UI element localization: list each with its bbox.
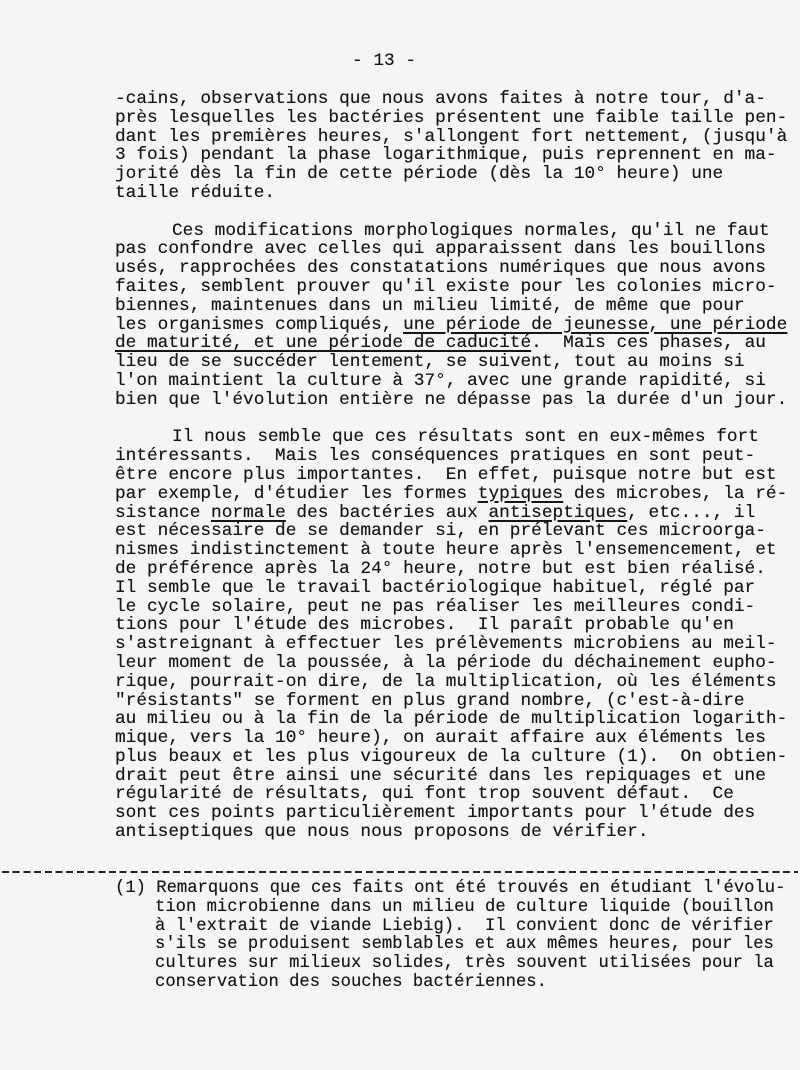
footnote <box>115 880 795 993</box>
text-segment: les organismes compliqués, <box>115 314 404 335</box>
text-segment: plus beaux et les plus vigoureux de la culture (1). On obtien- <box>115 746 788 767</box>
text-line <box>115 560 795 579</box>
text-line <box>115 522 795 541</box>
text-segment: nismes indistinctement à toute heure après l'ensemencement, et <box>115 540 777 561</box>
text-segment: l'on maintient la culture à 37°, avec une grande rapidité, si <box>115 370 766 391</box>
text-line <box>115 259 795 278</box>
text-line <box>115 710 795 729</box>
text-segment: drait peut être ainsi une sécurité dans les repiquages et une <box>115 765 766 786</box>
text-segment: par exemple, d'étudier les formes <box>115 483 478 504</box>
paragraph <box>115 222 795 410</box>
text-line <box>115 109 795 128</box>
text-line <box>115 579 795 598</box>
text-segment: tions pour l'étude des microbes. Il paraît probable qu'en <box>115 615 734 636</box>
text-segment: (1) Remarquons que ces faits ont été trouvés en étudiant l'évolu- <box>115 879 786 898</box>
text-segment: Il semble que le travail bactériologique habituel, réglé par <box>115 577 756 598</box>
text-line <box>115 391 795 410</box>
text-line <box>115 165 795 184</box>
body-text <box>115 90 795 861</box>
text-segment: à l'extrait de viande Liebig). Il convient donc de vérifier <box>155 916 774 936</box>
text-line <box>115 598 795 617</box>
text-segment: intéressants. Mais les conséquences pratiques en sont peut- <box>115 446 756 467</box>
underlined-text: typiques <box>477 483 564 504</box>
footnote-line <box>115 899 795 918</box>
text-segment: sistance <box>115 502 212 523</box>
text-segment: au milieu ou à la fin de la période de multiplication logarith- <box>115 709 788 730</box>
text-segment: "résistants" se forment en plus grand nombre, (c'est-à-dire <box>115 690 745 711</box>
text-segment: sont ces points particulièrement importants pour l'étude des <box>115 803 756 824</box>
text-line <box>115 428 795 447</box>
text-segment: régularité de résultats, qui font trop souvent défaut. Ce <box>115 784 734 805</box>
page-number: - 13 - <box>352 51 417 71</box>
text-segment: . Mais ces phases, au <box>531 333 766 354</box>
footnote-line <box>115 880 795 899</box>
text-segment: le cycle solaire, peut ne pas réaliser les meilleures condi- <box>115 596 756 617</box>
footnote-line <box>115 918 795 937</box>
text-line <box>115 541 795 560</box>
text-segment: des bactéries aux <box>285 502 489 523</box>
text-line <box>115 222 795 241</box>
paragraph <box>115 428 795 842</box>
text-segment: mique, vers la 10° heure), on aurait affaire aux éléments les <box>115 728 766 749</box>
text-line <box>115 90 795 109</box>
text-line <box>115 635 795 654</box>
text-segment: s'ils se produisent semblables et aux mêmes heures, pour les <box>155 935 774 955</box>
text-line <box>115 504 795 523</box>
text-segment: -cains, observations que nous avons faites à notre tour, d'a- <box>115 89 766 109</box>
text-line <box>115 748 795 767</box>
text-segment: biennes, maintenues dans un milieu limité, de même que pour <box>115 295 745 316</box>
text-segment: tion microbienne dans un milieu de culture liquide (bouillon <box>155 897 774 917</box>
paragraph <box>115 90 795 203</box>
text-line <box>115 184 795 203</box>
text-line <box>115 692 795 711</box>
text-line <box>115 316 795 335</box>
text-segment: antiseptiques que nous nous proposons de vérifier. <box>115 822 649 843</box>
text-segment: faites, semblent prouver qu'il existe pour les colonies micro- <box>115 276 777 297</box>
underlined-text: normale <box>211 502 286 523</box>
text-segment: lieu de se succéder lentement, se suivent, tout au moins si <box>115 352 745 373</box>
text-segment: de préférence après la 24° heure, notre but est bien réalisé. <box>115 558 766 579</box>
text-segment: cultures sur milieux solides, très souvent utilisées pour la <box>155 954 774 974</box>
text-line <box>115 240 795 259</box>
text-line <box>115 767 795 786</box>
text-segment: pas confondre avec celles qui apparaissent dans les bouillons <box>115 239 766 260</box>
text-line <box>115 447 795 466</box>
text-segment: rique, pourrait-on dire, de la multiplication, où les éléments <box>115 671 777 692</box>
footnote-separator <box>2 871 798 873</box>
text-line <box>115 729 795 748</box>
text-line <box>115 616 795 635</box>
text-segment: est nécessaire de se demander si, en prélevant ces microorga- <box>115 521 766 542</box>
text-line <box>115 673 795 692</box>
text-segment: être encore plus importantes. En effet, puisque notre but est <box>115 464 777 485</box>
text-segment: jorité dès la fin de cette période (dès la 10° heure) une <box>115 164 724 185</box>
footnote-line <box>115 974 795 993</box>
text-segment: des microbes, la ré- <box>563 483 788 504</box>
footnote-line <box>115 936 795 955</box>
text-line <box>115 353 795 372</box>
text-segment: dant les premières heures, s'allongent fort nettement, (jusqu'à <box>115 126 788 147</box>
text-line <box>115 334 795 353</box>
text-line <box>115 785 795 804</box>
text-line <box>115 654 795 673</box>
underlined-text: de maturité, et une période de caducité <box>115 333 532 354</box>
footnote-line <box>115 955 795 974</box>
text-segment: Il nous semble que ces résultats sont en eux-mêmes fort <box>172 427 759 448</box>
text-segment: bien que l'évolution entière ne dépasse pas la durée d'un jour. <box>115 389 788 410</box>
text-line <box>115 466 795 485</box>
text-segment: conservation des souches bactériennes. <box>155 972 547 992</box>
text-segment: leur moment de la poussée, à la période du déchainement eupho- <box>115 652 777 673</box>
text-line <box>115 297 795 316</box>
text-segment: 3 fois) pendant la phase logarithmique, puis reprennent en ma- <box>115 145 777 166</box>
text-line <box>115 146 795 165</box>
text-line <box>115 128 795 147</box>
text-segment: s'astreignant à effectuer les prélèvements microbiens au meil- <box>115 634 777 655</box>
underlined-text: une période de jeunesse, une période <box>403 314 788 335</box>
text-segment: , etc..., il <box>627 502 756 523</box>
underlined-text: antiseptiques <box>488 502 628 523</box>
text-line <box>115 372 795 391</box>
text-segment: près lesquelles les bactéries présentent une faible taille pen- <box>115 107 788 128</box>
text-line <box>115 278 795 297</box>
text-line <box>115 485 795 504</box>
text-segment: taille réduite. <box>115 182 276 203</box>
text-line <box>115 804 795 823</box>
text-segment: usés, rapprochées des constatations numériques que nous avons <box>115 258 766 279</box>
text-segment: Ces modifications morphologiques normales, qu'il ne faut <box>172 220 770 241</box>
text-line <box>115 823 795 842</box>
